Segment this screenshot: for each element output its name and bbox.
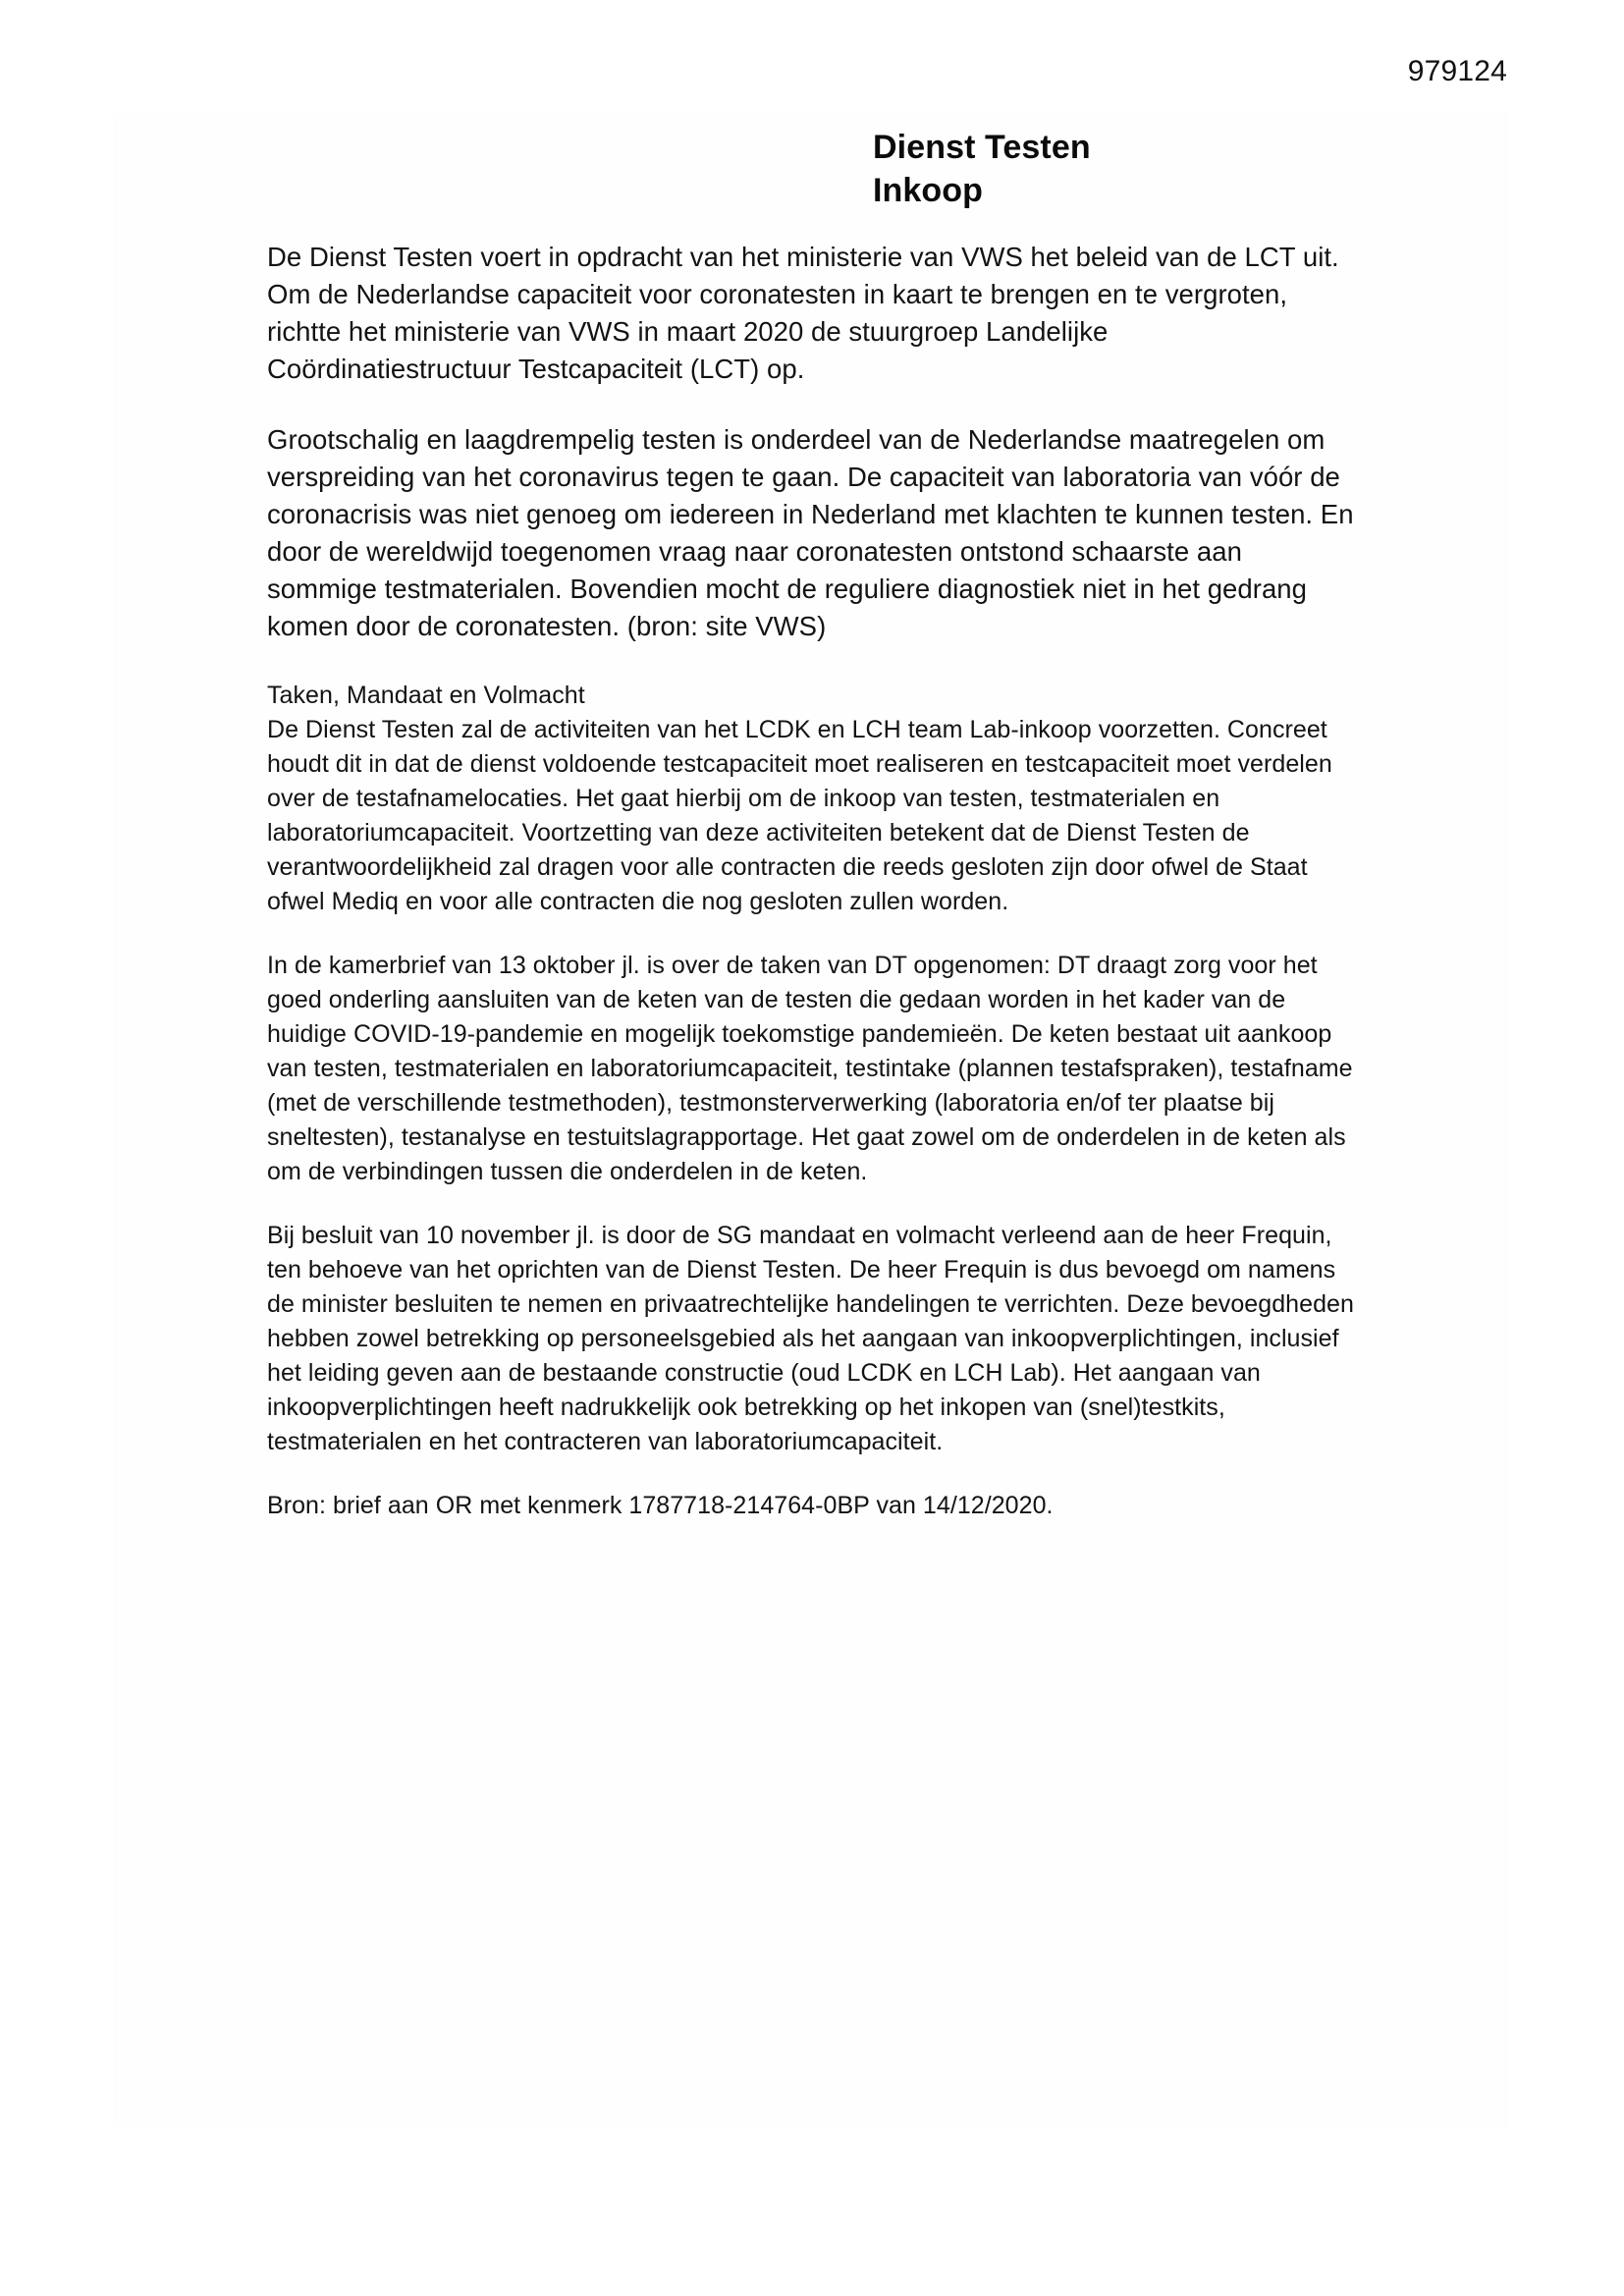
paragraph-spacer <box>267 1189 1355 1219</box>
section-heading-taken-mandaat-volmacht: Taken, Mandaat en Volmacht <box>267 682 585 709</box>
paragraph-besluit: Bij besluit van 10 november jl. is door de SG mandaat en volmacht verleend aan de heer Frequin, ten behoeve van het oprichten van de Dienst Testen. De heer Frequin is dus bevoegd om namens de minister besluiten te nemen en privaatrechtelijke handelingen te verrichten. Deze bevoegdheden hebben zowel betrekking op personeelsgebied als het aangaan van inkoopverplichtingen, inclusief het leiding geven aan de bestaande constructie (oud LCDK en LCH Lab). Het aangaan van inkoopverplichtingen heeft nadrukkelijk ook betrekking op het inkopen van (snel)testkits, testmaterialen en het contracteren van laboratoriumcapaciteit. <box>267 1222 1354 1455</box>
document-body <box>267 239 1355 1523</box>
document-id: 979124 <box>1407 55 1507 87</box>
paragraph-kamerbrief: In de kamerbrief van 13 oktober jl. is over de taken van DT opgenomen: DT draagt zorg voor het goed onderling aansluiten van de keten van de testen die gedaan worden in het kader van de huidige COVID-19-pandemie en mogelijk toekomstige pandemieën. De keten bestaat uit aankoop van testen, testmaterialen en laboratoriumcapaciteit, testintake (plannen testafspraken), testafname (met de verschillende testmethoden), testmonsterverwerking (laboratoria en/of ter plaatse bij sneltesten), testanalyse en testuitslagrapportage. Het gaat zowel om de onderdelen in de keten als om de verbindingen tussen die onderdelen in de keten. <box>267 952 1353 1185</box>
paragraph-spacer <box>267 1459 1355 1489</box>
paragraph-taken: De Dienst Testen zal de activiteiten van het LCDK en LCH team Lab-inkoop voorzetten. Concreet houdt dit in dat de dienst voldoende testcapaciteit moet realiseren en testcapaciteit moet verdelen over de testafnamelocaties. Het gaat hierbij om de inkoop van testen, testmaterialen en laboratoriumcapaciteit. Voortzetting van deze activiteiten betekent dat de Dienst Testen de verantwoordelijkheid zal dragen voor alle contracten die reeds gesloten zijn door ofwel de Staat ofwel Mediq en voor alle contracten die nog gesloten zullen worden. <box>267 716 1332 915</box>
paragraph-spacer <box>267 388 1355 421</box>
source-reference: Bron: brief aan OR met kenmerk 1787718-214764-0BP van 14/12/2020. <box>267 1492 1054 1519</box>
page-title <box>873 126 1091 212</box>
page-title-line-2: Inkoop <box>873 172 984 209</box>
paragraph-spacer <box>267 645 1355 679</box>
paragraph-intro-2: Om de Nederlandse capaciteit voor coronatesten in kaart te brengen en te vergroten, richtte het ministerie van VWS in maart 2020 de stuurgroep Landelijke Coördinatiestructuur Testcapaciteit (LCT) op. <box>267 279 1288 384</box>
paragraph-spacer <box>267 919 1355 949</box>
paragraph-intro-3: Grootschalig en laagdrempelig testen is onderdeel van de Nederlandse maatregelen om verspreiding van het coronavirus tegen te gaan. De capaciteit van laboratoria van vóór de coronacrisis was niet genoeg om iedereen in Nederland met klachten te kunnen testen. En door de wereldwijd toegenomen vraag naar coronatesten ontstond schaarste aan sommige testmaterialen. Bovendien mocht de reguliere diagnostiek niet in het gedrang komen door de coronatesten. (bron: site VWS) <box>267 424 1354 641</box>
document-page <box>116 55 1507 2124</box>
page-title-line-1: Dienst Testen <box>873 129 1091 166</box>
paragraph-intro-1: De Dienst Testen voert in opdracht van het ministerie van VWS het beleid van de LCT uit. <box>267 242 1339 272</box>
